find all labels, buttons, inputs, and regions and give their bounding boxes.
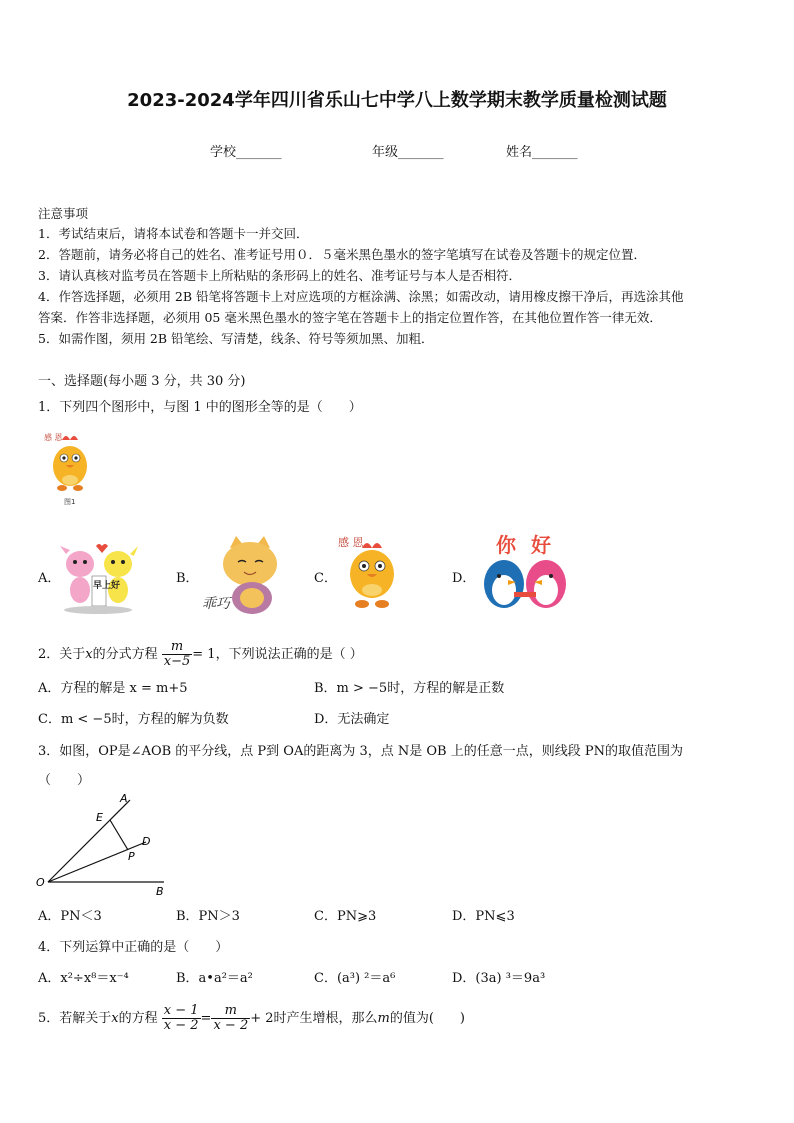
q5-fraction-right: $\frac{m}{x - 2}$	[213, 1003, 249, 1033]
q3-option-b: B．PN＞3	[176, 909, 240, 924]
notice-item: 4．作答选择题，必须用 2B 铅笔将答题卡上对应选项的方框涂满、涂黑；如需改动，请用橡皮擦干净后，再选涂其他	[38, 289, 684, 304]
question-5-stem: 5．若解关于x的方程 $\frac{x - 1}{x - 2}$ = $\frac{m}{x - 2}$ + 2时产生增根，那么m的值为( )	[38, 1003, 465, 1033]
q2-option-c: C．m < −5时，方程的解为负数	[38, 712, 229, 727]
label-d: D	[142, 835, 151, 848]
q1-option-a-image	[58, 540, 140, 616]
q4-option-d: D．(3a) ³＝9a³	[452, 971, 546, 986]
label-b: B	[156, 885, 164, 898]
q4-option-b: B．a•a²＝a²	[176, 971, 253, 986]
question-2-stem: 2．关于x的分式方程 $\frac{m}{x-5}$ = 1，下列说法正确的是（ ）	[38, 639, 363, 669]
q1-option-b-text: 乖巧	[202, 596, 230, 612]
question-3-stem: 3．如图，OP是∠AOB 的平分线，点 P到 OA的距离为 3，点 N是 OB 上的任意一点，则线段 PN的取值范围为	[38, 744, 683, 759]
q5-fraction-left: $\frac{x - 1}{x - 2}$	[163, 1003, 199, 1033]
q1-option-c-image	[336, 532, 408, 618]
q1-option-d-text: 你 好	[496, 533, 555, 557]
section-heading: 一、选择题(每小题 3 分，共 30 分)	[38, 374, 246, 389]
label-a: A	[120, 792, 128, 805]
q1-option-a-text: 早上好	[93, 581, 121, 591]
notice-item: 5．如需作图，须用 2B 铅笔绘、写清楚，线条、符号等须加黑、加粗．	[38, 331, 434, 346]
q3-angle-figure	[34, 790, 174, 900]
q1-option-c-label: C．	[314, 571, 337, 586]
label-e: E	[96, 811, 103, 824]
question-4-stem: 4．下列运算中正确的是（ ）	[38, 940, 229, 955]
school-field: 学校_______	[210, 145, 282, 160]
q1-option-d-image	[474, 532, 578, 616]
q2-option-d: D．无法确定	[314, 712, 390, 727]
q2-option-b: B．m > −5时，方程的解是正数	[314, 681, 505, 696]
q1-option-b-image	[200, 534, 300, 616]
notice-item: 3．请认真核对监考员在答题卡上所粘贴的条形码上的姓名、准考证号与本人是否相符．	[38, 268, 521, 283]
page-title: 2023-2024学年四川省乐山七中学八上数学期末教学质量检测试题	[127, 90, 667, 111]
question-3-paren: （ ）	[38, 773, 91, 788]
figure-1-chick	[40, 428, 100, 510]
question-1-stem: 1．下列四个图形中，与图 1 中的图形全等的是（ ）	[38, 400, 362, 415]
fig1-caption: 图1	[64, 498, 76, 506]
name-field: 姓名_______	[506, 145, 578, 160]
q3-option-a: A．PN＜3	[38, 909, 102, 924]
q3-option-d: D．PN⩽3	[452, 909, 515, 924]
q1-option-d-label: D．	[452, 571, 476, 586]
q2-fraction: $\frac{m}{x-5}$	[163, 639, 191, 669]
notice-item: 1．考试结束后，请将本试卷和答题卡一并交回．	[38, 226, 309, 241]
q1-option-a-label: A．	[38, 571, 61, 586]
label-p: P	[128, 850, 135, 863]
q2-option-a: A．方程的解是 x = m+5	[38, 681, 188, 696]
q1-option-b-label: B．	[176, 571, 199, 586]
label-o: O	[36, 876, 45, 889]
notice-item: 答案．作答非选择题，必须用 05 毫米黑色墨水的签字笔在答题卡上的指定位置作答，在其他位置作答一律无效．	[38, 310, 662, 325]
grade-field: 年级_______	[372, 145, 444, 160]
q3-option-c: C．PN⩾3	[314, 909, 377, 924]
q4-option-c: C．(a³) ²＝a⁶	[314, 971, 396, 986]
q1-option-c-text: 感 恩	[338, 536, 364, 549]
fig1-thanks-text: 感 恩	[44, 433, 63, 442]
notice-heading: 注意事项	[38, 206, 89, 221]
q4-option-a: A．x²÷x⁸＝x⁻⁴	[38, 971, 129, 986]
notice-item: 2．答题前，请务必将自己的姓名、准考证号用０．５毫米黑色墨水的签字笔填写在试卷及答题卡的规定位置．	[38, 247, 646, 262]
